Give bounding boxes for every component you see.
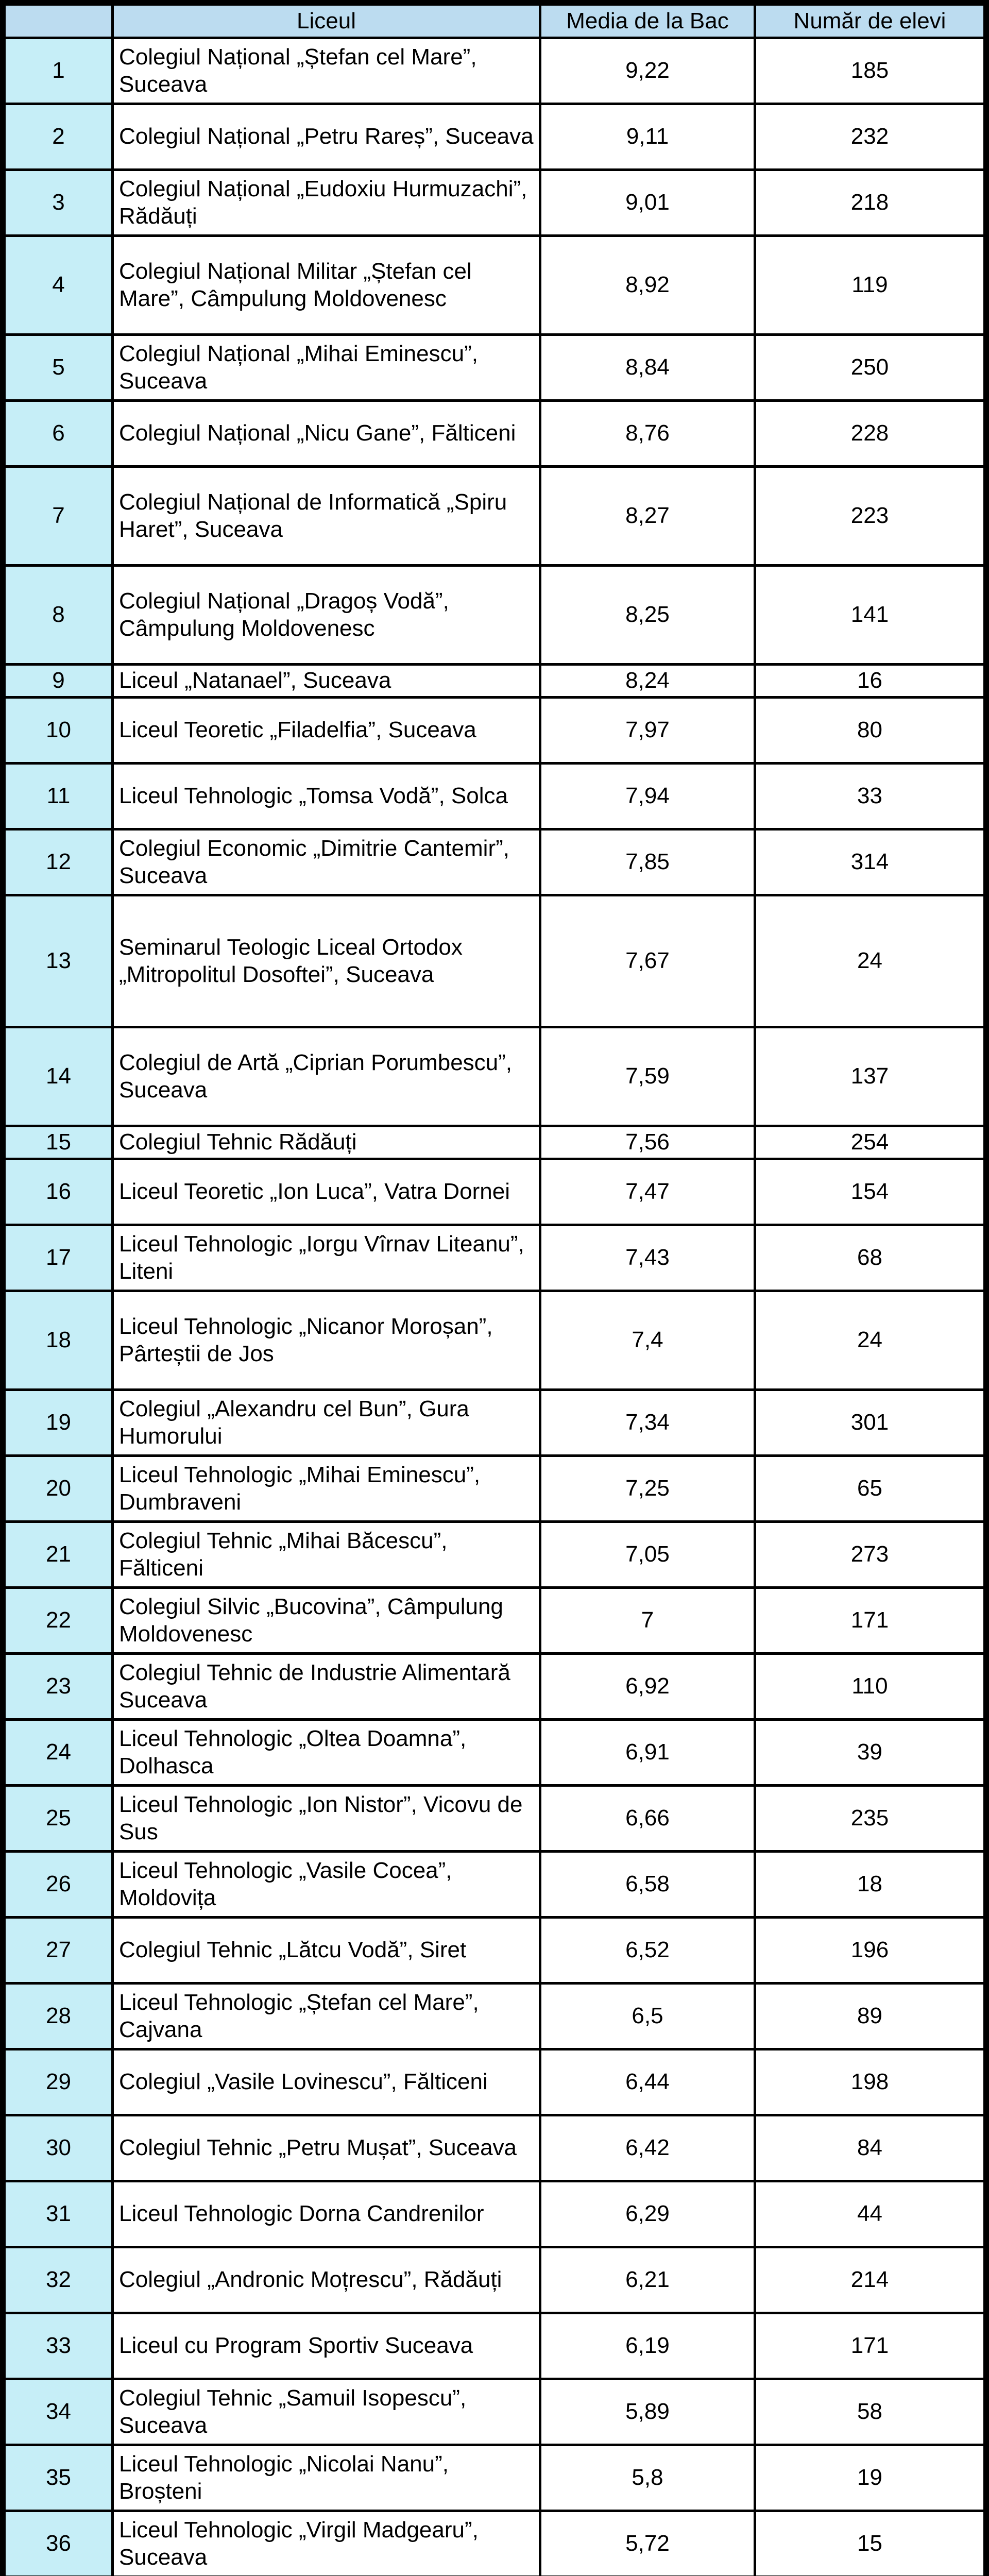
students-count-cell: 110 (755, 1654, 985, 1720)
average-cell: 7 (540, 1588, 755, 1654)
average-cell: 8,92 (540, 236, 755, 335)
rank-cell: 29 (5, 2049, 113, 2115)
school-name-cell: Liceul Tehnologic „Oltea Doamna”, Dolhasca (113, 1720, 540, 1786)
average-cell: 7,4 (540, 1291, 755, 1390)
ranking-table (3, 3, 986, 2576)
school-name-cell: Colegiul Național de Informatică „Spiru Haret”, Suceava (113, 467, 540, 566)
rank-cell: 14 (5, 1027, 113, 1126)
school-name-cell: Liceul Tehnologic Dorna Candrenilor (113, 2181, 540, 2247)
students-count-cell: 24 (755, 1291, 985, 1390)
rank-cell: 32 (5, 2247, 113, 2313)
school-name-cell: Liceul Teoretic „Filadelfia”, Suceava (113, 698, 540, 764)
rank-cell: 35 (5, 2445, 113, 2511)
average-cell: 6,91 (540, 1720, 755, 1786)
students-count-cell: 301 (755, 1390, 985, 1456)
table-row (5, 1390, 985, 1456)
students-count-cell: 250 (755, 335, 985, 401)
average-cell: 7,05 (540, 1522, 755, 1588)
rank-cell: 26 (5, 1852, 113, 1918)
average-cell: 7,47 (540, 1159, 755, 1225)
table-row (5, 2511, 985, 2576)
rank-cell: 6 (5, 401, 113, 467)
school-name-cell: Colegiul Economic „Dimitrie Cantemir”, Suceava (113, 829, 540, 895)
school-name-cell: Colegiul „Vasile Lovinescu”, Fălticeni (113, 2049, 540, 2115)
header-row (5, 5, 985, 38)
rank-cell: 23 (5, 1654, 113, 1720)
rank-cell: 28 (5, 1984, 113, 2049)
rank-cell: 17 (5, 1225, 113, 1291)
school-name-cell: Colegiul Național „Ștefan cel Mare”, Suceava (113, 38, 540, 104)
table-row (5, 1522, 985, 1588)
students-count-cell: 214 (755, 2247, 985, 2313)
students-count-cell: 185 (755, 38, 985, 104)
table-row (5, 566, 985, 665)
school-name-cell: Colegiul Tehnic „Lătcu Vodă”, Siret (113, 1918, 540, 1984)
rank-cell: 15 (5, 1126, 113, 1159)
average-cell: 6,52 (540, 1918, 755, 1984)
average-cell: 6,58 (540, 1852, 755, 1918)
average-cell: 6,66 (540, 1786, 755, 1852)
table-row (5, 665, 985, 698)
school-column-header: Liceul (113, 5, 540, 38)
table-row (5, 38, 985, 104)
rank-cell: 16 (5, 1159, 113, 1225)
table-row (5, 1159, 985, 1225)
average-cell: 6,44 (540, 2049, 755, 2115)
students-count-cell: 154 (755, 1159, 985, 1225)
rank-cell: 7 (5, 467, 113, 566)
table-row (5, 764, 985, 829)
school-name-cell: Liceul Tehnologic „Tomsa Vodă”, Solca (113, 764, 540, 829)
average-column-header: Media de la Bac (540, 5, 755, 38)
school-name-cell: Colegiul „Alexandru cel Bun”, Gura Humorului (113, 1390, 540, 1456)
school-name-cell: Liceul cu Program Sportiv Suceava (113, 2313, 540, 2379)
table-row (5, 1588, 985, 1654)
average-cell: 7,34 (540, 1390, 755, 1456)
rank-cell: 13 (5, 895, 113, 1027)
students-count-cell: 273 (755, 1522, 985, 1588)
school-name-cell: Colegiul Tehnic „Petru Mușat”, Suceava (113, 2115, 540, 2181)
students-count-cell: 223 (755, 467, 985, 566)
table-row (5, 2313, 985, 2379)
table-row (5, 829, 985, 895)
average-cell: 9,22 (540, 38, 755, 104)
school-name-cell: Liceul Tehnologic „Vasile Cocea”, Moldovița (113, 1852, 540, 1918)
average-cell: 7,43 (540, 1225, 755, 1291)
students-count-cell: 232 (755, 104, 985, 170)
students-count-cell: 39 (755, 1720, 985, 1786)
students-count-cell: 24 (755, 895, 985, 1027)
rank-cell: 33 (5, 2313, 113, 2379)
school-name-cell: Colegiul Tehnic Rădăuți (113, 1126, 540, 1159)
students-count-cell: 80 (755, 698, 985, 764)
table-row (5, 467, 985, 566)
school-name-cell: Liceul Tehnologic „Nicanor Moroșan”, Pârteștii de Jos (113, 1291, 540, 1390)
rank-cell: 31 (5, 2181, 113, 2247)
table-row (5, 170, 985, 236)
table-row (5, 1852, 985, 1918)
students-count-cell: 68 (755, 1225, 985, 1291)
rank-cell: 30 (5, 2115, 113, 2181)
students-count-cell: 171 (755, 1588, 985, 1654)
table-row (5, 2181, 985, 2247)
average-cell: 6,92 (540, 1654, 755, 1720)
table-row (5, 401, 985, 467)
school-name-cell: Liceul Tehnologic „Ștefan cel Mare”, Cajvana (113, 1984, 540, 2049)
school-name-cell: Colegiul Național „Dragoș Vodă”, Câmpulung Moldovenesc (113, 566, 540, 665)
students-count-cell: 89 (755, 1984, 985, 2049)
average-cell: 8,25 (540, 566, 755, 665)
rank-cell: 22 (5, 1588, 113, 1654)
school-name-cell: Colegiul Național „Mihai Eminescu”, Suceava (113, 335, 540, 401)
table-row (5, 1126, 985, 1159)
rank-cell: 11 (5, 764, 113, 829)
average-cell: 7,97 (540, 698, 755, 764)
students-count-cell: 171 (755, 2313, 985, 2379)
average-cell: 9,11 (540, 104, 755, 170)
students-count-cell: 84 (755, 2115, 985, 2181)
average-cell: 8,84 (540, 335, 755, 401)
school-name-cell: Liceul „Natanael”, Suceava (113, 665, 540, 698)
table-row (5, 2379, 985, 2445)
students-count-cell: 33 (755, 764, 985, 829)
table-row (5, 2115, 985, 2181)
average-cell: 5,72 (540, 2511, 755, 2576)
school-name-cell: Colegiul de Artă „Ciprian Porumbescu”, Suceava (113, 1027, 540, 1126)
rank-cell: 5 (5, 335, 113, 401)
rank-cell: 27 (5, 1918, 113, 1984)
average-cell: 7,25 (540, 1456, 755, 1522)
average-cell: 8,27 (540, 467, 755, 566)
school-name-cell: Colegiul „Andronic Moțrescu”, Rădăuți (113, 2247, 540, 2313)
table-row (5, 698, 985, 764)
rank-cell: 21 (5, 1522, 113, 1588)
school-name-cell: Colegiul Național Militar „Ștefan cel Mare”, Câmpulung Moldovenesc (113, 236, 540, 335)
average-cell: 9,01 (540, 170, 755, 236)
average-cell: 7,85 (540, 829, 755, 895)
school-name-cell: Liceul Tehnologic „Virgil Madgearu”, Suceava (113, 2511, 540, 2576)
table-row (5, 1225, 985, 1291)
table-row (5, 104, 985, 170)
average-cell: 5,89 (540, 2379, 755, 2445)
rank-cell: 1 (5, 38, 113, 104)
table-row (5, 1786, 985, 1852)
average-cell: 8,24 (540, 665, 755, 698)
school-name-cell: Colegiul Național „Eudoxiu Hurmuzachi”, Rădăuți (113, 170, 540, 236)
table-row (5, 1456, 985, 1522)
rank-cell: 8 (5, 566, 113, 665)
students-count-cell: 196 (755, 1918, 985, 1984)
average-cell: 7,67 (540, 895, 755, 1027)
rank-cell: 2 (5, 104, 113, 170)
table-row (5, 335, 985, 401)
average-cell: 7,94 (540, 764, 755, 829)
table-body (5, 38, 985, 2576)
rank-cell: 4 (5, 236, 113, 335)
rank-cell: 24 (5, 1720, 113, 1786)
school-name-cell: Colegiul Tehnic „Samuil Isopescu”, Suceava (113, 2379, 540, 2445)
rank-cell: 34 (5, 2379, 113, 2445)
table-row (5, 895, 985, 1027)
table-row (5, 1291, 985, 1390)
students-count-cell: 314 (755, 829, 985, 895)
table-row (5, 1918, 985, 1984)
rank-cell: 20 (5, 1456, 113, 1522)
school-name-cell: Liceul Tehnologic „Iorgu Vîrnav Liteanu”, Liteni (113, 1225, 540, 1291)
rank-cell: 12 (5, 829, 113, 895)
students-count-cell: 19 (755, 2445, 985, 2511)
average-cell: 6,21 (540, 2247, 755, 2313)
average-cell: 8,76 (540, 401, 755, 467)
school-name-cell: Liceul Tehnologic „Mihai Eminescu”, Dumbraveni (113, 1456, 540, 1522)
students-count-cell: 18 (755, 1852, 985, 1918)
rank-cell: 3 (5, 170, 113, 236)
average-cell: 5,8 (540, 2445, 755, 2511)
average-cell: 6,42 (540, 2115, 755, 2181)
rank-cell: 25 (5, 1786, 113, 1852)
table-row (5, 236, 985, 335)
rank-cell: 18 (5, 1291, 113, 1390)
students-count-cell: 218 (755, 170, 985, 236)
students-count-cell: 16 (755, 665, 985, 698)
table-row (5, 2049, 985, 2115)
rank-column-header (5, 5, 113, 38)
students-column-header: Număr de elevi (755, 5, 985, 38)
average-cell: 7,59 (540, 1027, 755, 1126)
table-row (5, 2247, 985, 2313)
school-name-cell: Colegiul Național „Petru Rareș”, Suceava (113, 104, 540, 170)
school-name-cell: Colegiul Tehnic „Mihai Băcescu”, Fălticeni (113, 1522, 540, 1588)
school-name-cell: Liceul Tehnologic „Ion Nistor”, Vicovu de Sus (113, 1786, 540, 1852)
students-count-cell: 198 (755, 2049, 985, 2115)
rank-cell: 19 (5, 1390, 113, 1456)
average-cell: 6,19 (540, 2313, 755, 2379)
students-count-cell: 44 (755, 2181, 985, 2247)
rank-cell: 9 (5, 665, 113, 698)
students-count-cell: 228 (755, 401, 985, 467)
students-count-cell: 141 (755, 566, 985, 665)
table-row (5, 1027, 985, 1126)
students-count-cell: 254 (755, 1126, 985, 1159)
students-count-cell: 235 (755, 1786, 985, 1852)
students-count-cell: 65 (755, 1456, 985, 1522)
students-count-cell: 137 (755, 1027, 985, 1126)
average-cell: 7,56 (540, 1126, 755, 1159)
school-name-cell: Liceul Tehnologic „Nicolai Nanu”, Broșteni (113, 2445, 540, 2511)
school-name-cell: Seminarul Teologic Liceal Ortodox „Mitropolitul Dosoftei”, Suceava (113, 895, 540, 1027)
rank-cell: 10 (5, 698, 113, 764)
rank-cell: 36 (5, 2511, 113, 2576)
table-row (5, 1984, 985, 2049)
school-name-cell: Liceul Teoretic „Ion Luca”, Vatra Dornei (113, 1159, 540, 1225)
school-name-cell: Colegiul Național „Nicu Gane”, Fălticeni (113, 401, 540, 467)
table-row (5, 2445, 985, 2511)
school-name-cell: Colegiul Tehnic de Industrie Alimentară Suceava (113, 1654, 540, 1720)
table-row (5, 1654, 985, 1720)
average-cell: 6,29 (540, 2181, 755, 2247)
students-count-cell: 15 (755, 2511, 985, 2576)
students-count-cell: 119 (755, 236, 985, 335)
students-count-cell: 58 (755, 2379, 985, 2445)
table-row (5, 1720, 985, 1786)
school-name-cell: Colegiul Silvic „Bucovina”, Câmpulung Moldovenesc (113, 1588, 540, 1654)
average-cell: 6,5 (540, 1984, 755, 2049)
